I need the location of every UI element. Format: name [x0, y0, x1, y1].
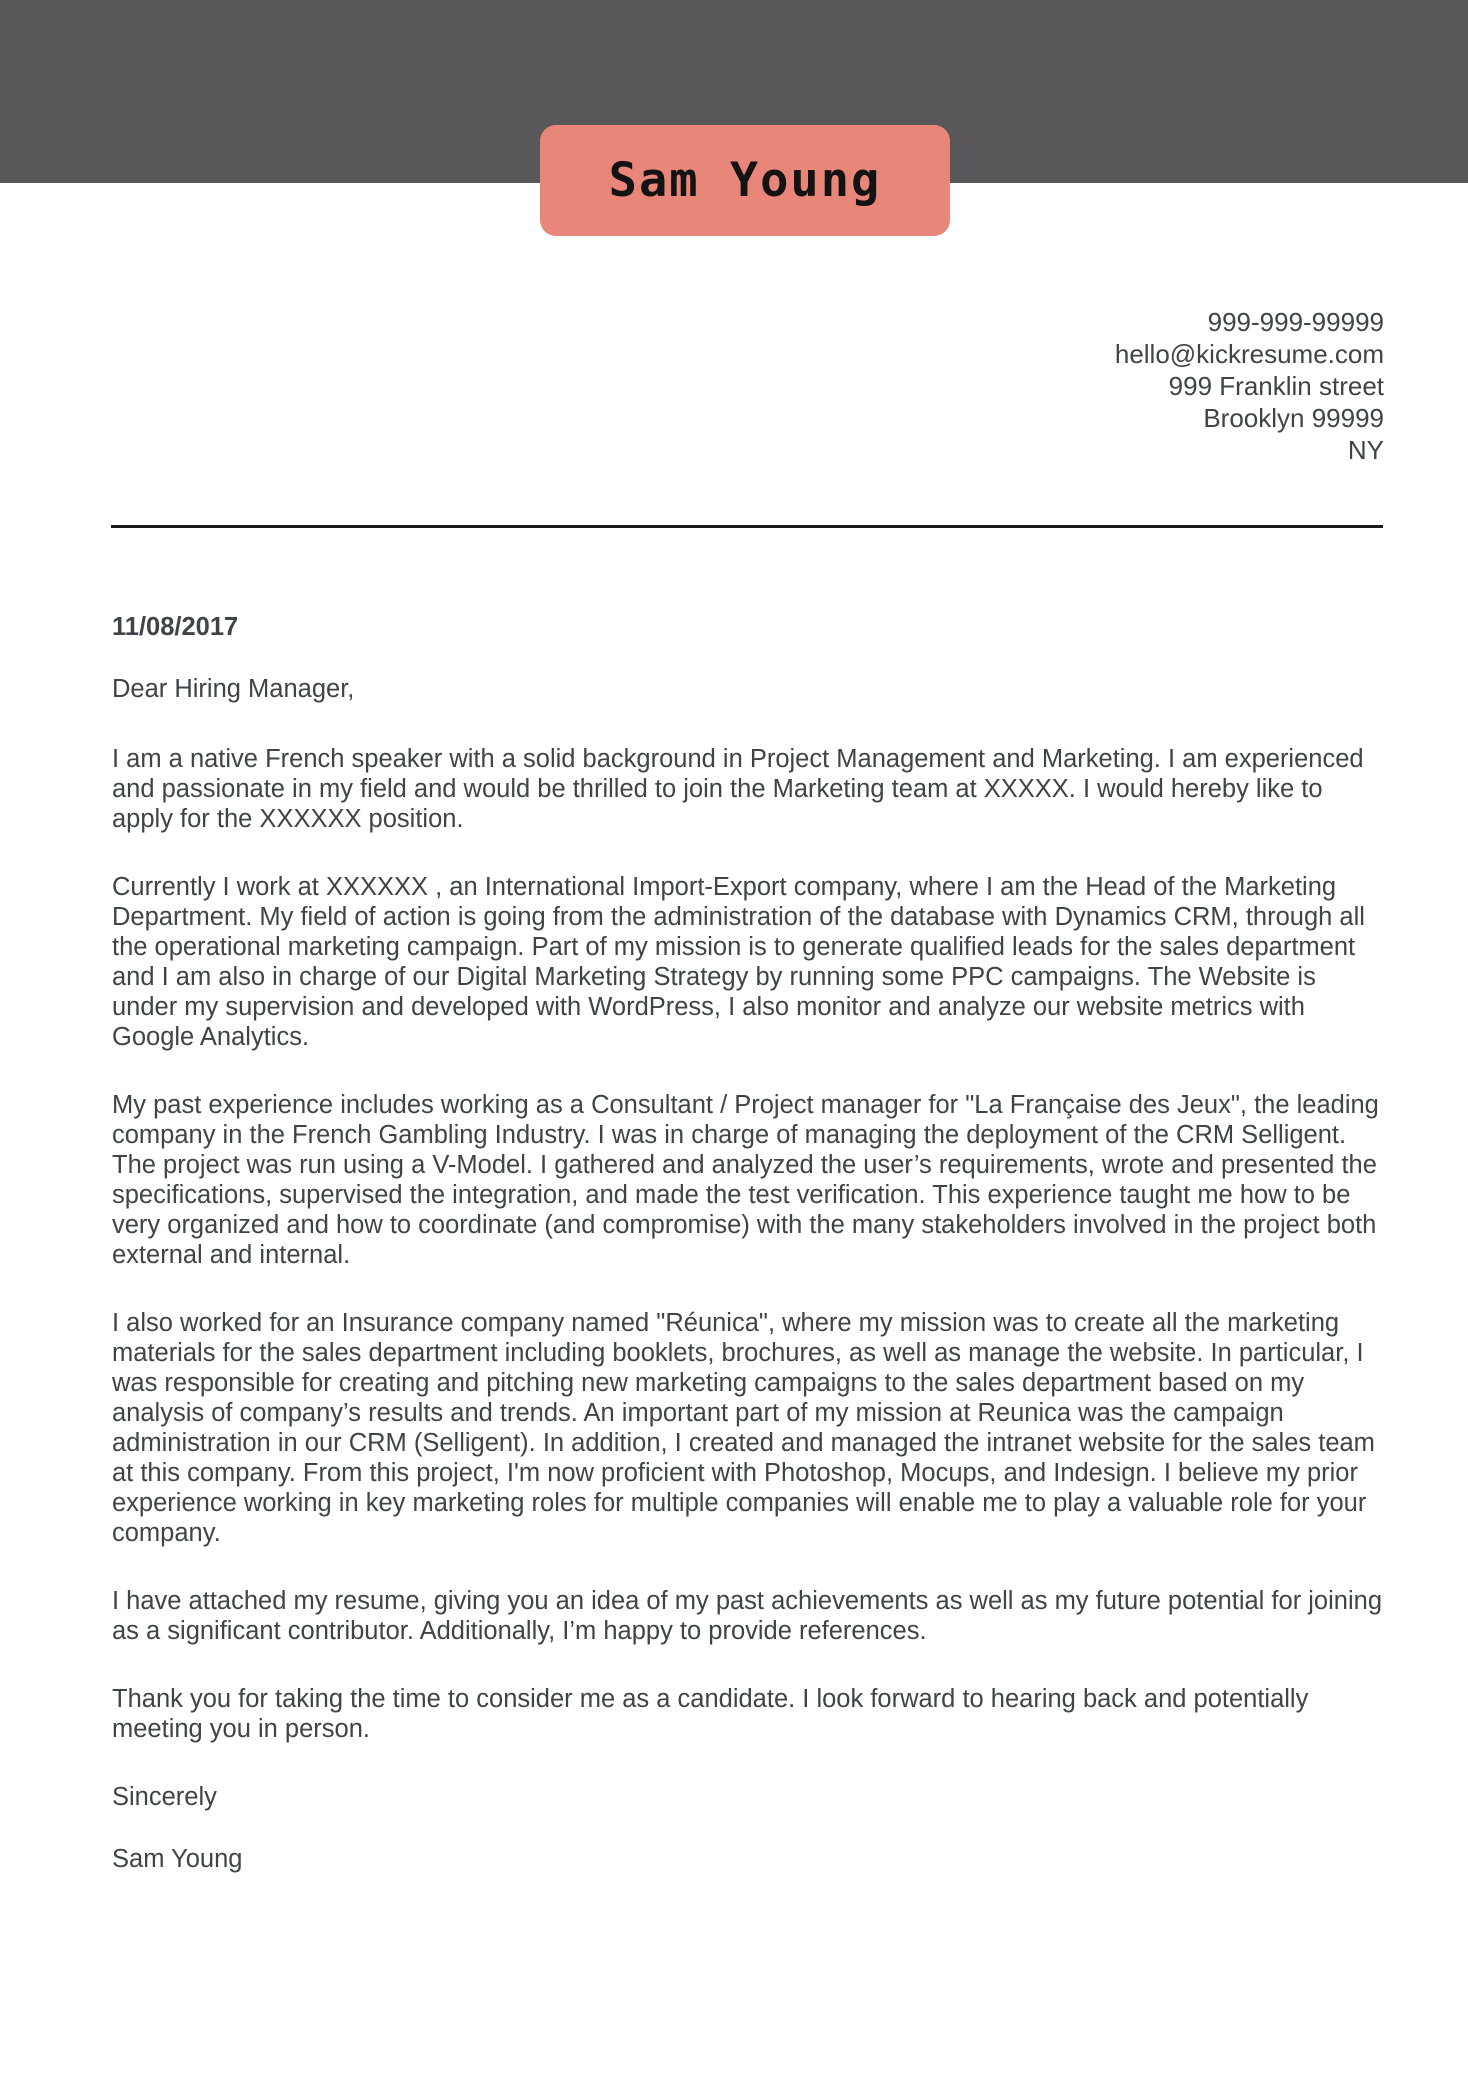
contact-phone: 999-999-99999 — [1207, 307, 1384, 337]
applicant-name: Sam Young — [608, 153, 882, 208]
letter-signature: Sam Young — [112, 1845, 243, 1873]
letter-paragraph: My past experience includes working as a Consultant / Project manager for "La Française des Jeux", the leading company in the French Gambling Industry. I was in charge of managing the deployment of the CRM Selligent. The project was run using a V-Model. I gathered and analyzed the user’s requirements, wrote and presented the specifications, supervised the integration, and made the test verification. This experience taught me how to be very organized and how to coordinate (and compromise) with the many stakeholders involved in the project both external and internal. — [112, 1091, 1379, 1269]
letter-paragraph: I am a native French speaker with a solid background in Project Management and Marketing. I am experienced and passionate in my field and would be thrilled to join the Marketing team at XXXXX. I would hereby like to apply for the XXXXXX position. — [112, 745, 1364, 833]
letter-paragraph: I have attached my resume, giving you an idea of my past achievements as well as my future potential for joining as a significant contributor. Additionally, I’m happy to provide references. — [112, 1587, 1382, 1645]
header-divider — [111, 525, 1383, 528]
letter-paragraph: Currently I work at XXXXXX , an International Import-Export company, where I am the Head of the Marketing Department. My field of action is going from the administration of the database with Dynamics CRM, through all the operational marketing campaign. Part of my mission is to generate qualified leads for the sales department and I am also in charge of our Digital Marketing Strategy by running some PPC campaigns. The Website is under my supervision and developed with WordPress, I also monitor and analyze our website metrics with Google Analytics. — [112, 873, 1365, 1051]
contact-street: 999 Franklin street — [1168, 371, 1384, 401]
letter-date: 11/08/2017 — [112, 613, 239, 641]
contact-block — [1115, 306, 1384, 466]
letter-paragraph: Thank you for taking the time to consider me as a candidate. I look forward to hearing back and potentially meeting you in person. — [112, 1685, 1309, 1743]
contact-state: NY — [1347, 435, 1384, 465]
contact-city: Brooklyn 99999 — [1203, 403, 1384, 433]
letter-paragraph: I also worked for an Insurance company named "Réunica", where my mission was to create all the marketing materials for the sales department including booklets, brochures, as well as manage the website. In particular, I was responsible for creating and pitching new marketing campaigns to the sales department based on my analysis of company’s results and trends. An important part of my mission at Reunica was the campaign administration in our CRM (Selligent). In addition, I created and managed the intranet website for the sales team at this company. From this project, I'm now proficient with Photoshop, Mocups, and Indesign. I believe my prior experience working in key marketing roles for multiple companies will enable me to play a valuable role for your company. — [112, 1309, 1375, 1547]
letter-body — [112, 612, 1384, 1874]
contact-email: hello@kickresume.com — [1114, 339, 1384, 369]
name-badge — [540, 125, 950, 236]
letter-salutation: Dear Hiring Manager, — [112, 675, 355, 703]
letter-closing: Sincerely — [112, 1783, 217, 1811]
